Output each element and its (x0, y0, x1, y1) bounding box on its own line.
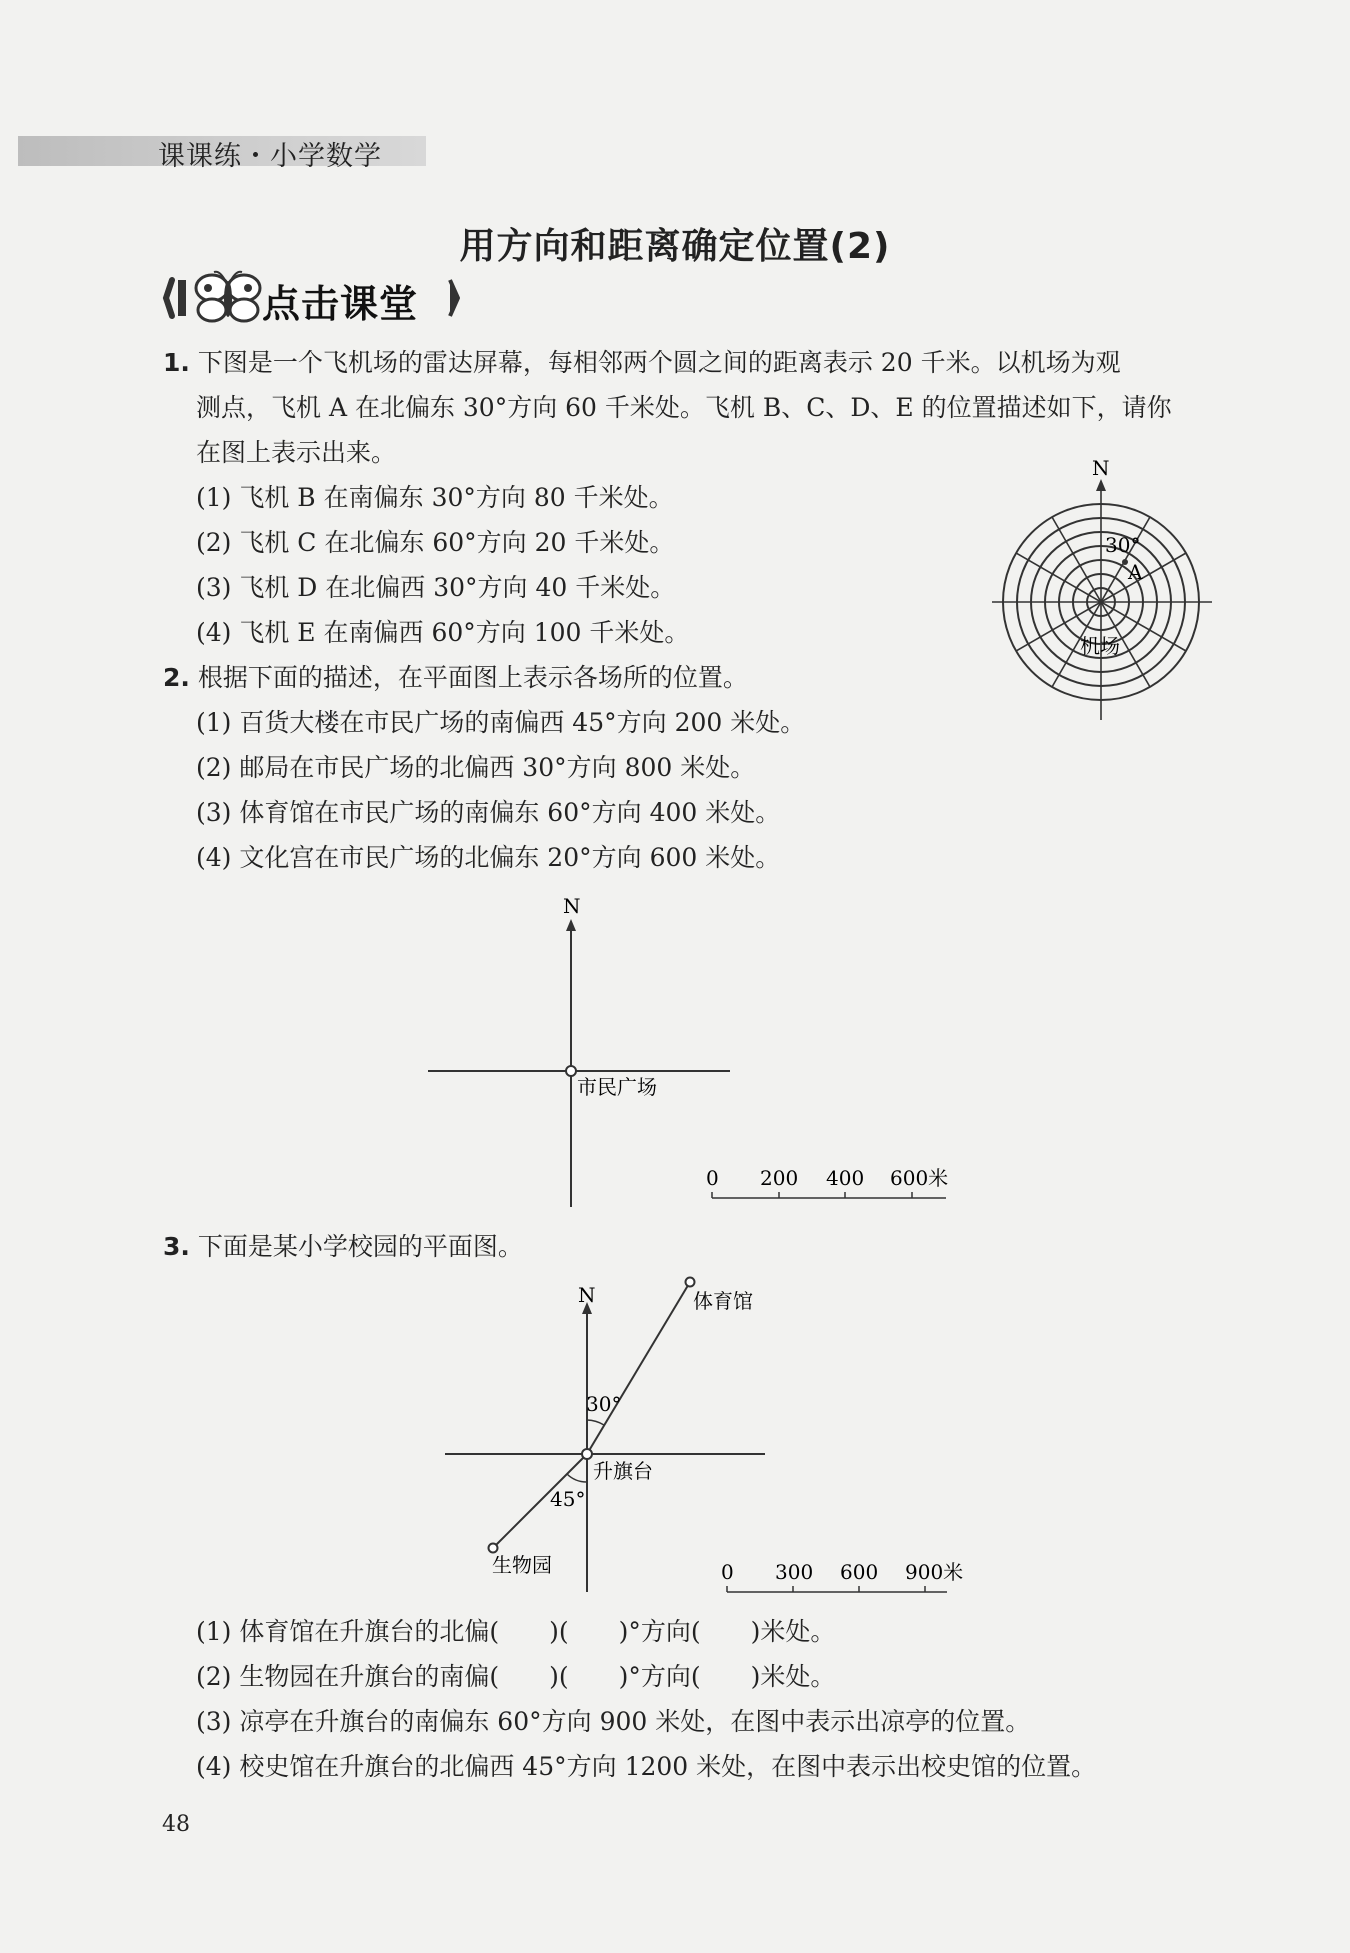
q3-sw-label: 生物园 (492, 1553, 552, 1577)
q2-item-2: (2) 邮局在市民广场的北偏西 30°方向 800 米处。 (196, 753, 756, 782)
q3-item-3: (3) 凉亭在升旗台的南偏东 60°方向 900 米处，在图中表示出凉亭的位置。 (196, 1707, 1031, 1736)
radar-point-a-label: A (1128, 560, 1143, 584)
page-number: 48 (162, 1812, 190, 1837)
q1-text-3: 在图上表示出来。 (196, 438, 397, 467)
q2-map (420, 895, 980, 1215)
q1-text-2: 测点，飞机 A 在北偏东 30°方向 60 千米处。飞机 B、C、D、E 的位置描述如下，请你 (196, 393, 1172, 422)
q1-item-2: (2) 飞机 C 在北偏东 60°方向 20 千米处。 (196, 528, 675, 557)
q2-scale-1: 200 (760, 1166, 799, 1190)
radar-center-label: 机场 (1080, 634, 1120, 658)
q3-sw-point (489, 1544, 498, 1553)
q2-scale-3: 600米 (890, 1166, 949, 1190)
q3-scale-0: 0 (721, 1560, 734, 1584)
q2-number: 2. (163, 663, 190, 692)
butterfly-icon (196, 272, 260, 321)
radar-angle-label: 30° (1105, 533, 1141, 557)
q2-item-1: (1) 百货大楼在市民广场的南偏西 45°方向 200 米处。 (196, 708, 806, 737)
q3-line (163, 1232, 523, 1262)
q3-scale-3: 900米 (905, 1560, 964, 1584)
radar-north-label: N (1092, 456, 1110, 480)
q3-number: 3. (163, 1232, 190, 1261)
q3-ne-label: 体育馆 (693, 1289, 753, 1313)
q3-center-label: 升旗台 (593, 1459, 653, 1483)
header-text: 课课练・小学数学 (158, 141, 382, 172)
q1-text-1: 下图是一个飞机场的雷达屏幕，每相邻两个圆之间的距离表示 20 千米。以机场为观 (197, 348, 1121, 377)
q1-item-1: (1) 飞机 B 在南偏东 30°方向 80 千米处。 (196, 483, 674, 512)
q3-text: 下面是某小学校园的平面图。 (197, 1232, 523, 1261)
q2-item-3: (3) 体育馆在市民广场的南偏东 60°方向 400 米处。 (196, 798, 781, 827)
q1-item-4: (4) 飞机 E 在南偏西 60°方向 100 千米处。 (196, 618, 690, 647)
q2-scale-bar (706, 1166, 948, 1198)
q3-item-4: (4) 校史馆在升旗台的北偏西 45°方向 1200 米处，在图中表示出校史馆的位置。 (196, 1752, 1097, 1781)
page-title: 用方向和距离确定位置(2) (459, 226, 891, 267)
q3-ne-point (686, 1278, 695, 1287)
q1-item-3: (3) 飞机 D 在北偏西 30°方向 40 千米处。 (196, 573, 676, 602)
q2-item-4: (4) 文化宫在市民广场的北偏东 20°方向 600 米处。 (196, 843, 781, 872)
q3-scale-2: 600 (840, 1560, 879, 1584)
q2-line (163, 663, 748, 693)
q3-angle-ne: 30° (586, 1392, 622, 1416)
q3-item-2: (2) 生物园在升旗台的南偏( )( )°方向( )米处。 (196, 1662, 836, 1691)
q2-center-point (566, 1066, 576, 1076)
radar-diagram (980, 455, 1220, 730)
q1-line-1 (163, 348, 1121, 378)
q3-center-point (582, 1449, 592, 1459)
q1-number: 1. (163, 348, 190, 377)
q3-scale-1: 300 (775, 1560, 814, 1584)
q3-map (430, 1270, 990, 1605)
q2-scale-0: 0 (706, 1166, 719, 1190)
section-label: 点击课堂 (262, 282, 419, 326)
q2-center-label: 市民广场 (577, 1075, 657, 1099)
q2-north-label: N (563, 895, 581, 918)
q2-text: 根据下面的描述，在平面图上表示各场所的位置。 (197, 663, 748, 692)
q2-scale-2: 400 (826, 1166, 865, 1190)
q3-item-1: (1) 体育馆在升旗台的北偏( )( )°方向( )米处。 (196, 1617, 836, 1646)
q3-scale-bar (721, 1560, 963, 1592)
q3-north-label: N (578, 1283, 596, 1307)
q3-angle-sw: 45° (550, 1487, 586, 1511)
